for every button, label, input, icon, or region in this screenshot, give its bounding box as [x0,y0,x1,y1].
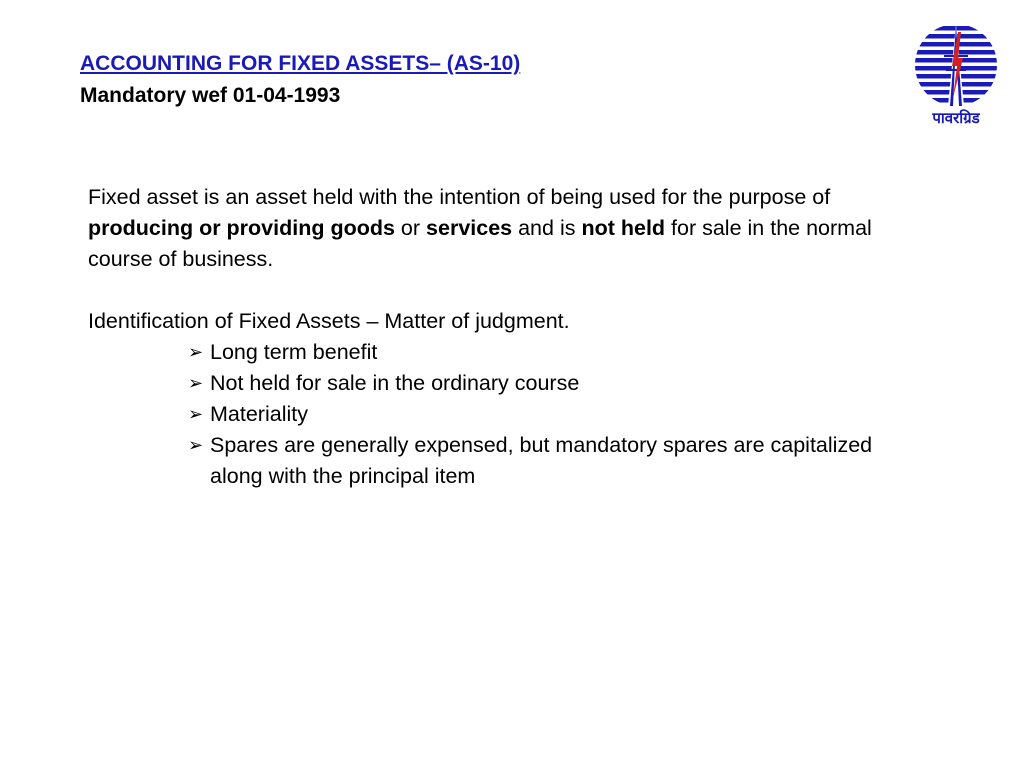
definition-bold-2: services [426,216,513,240]
list-item-text: Spares are generally expensed, but mandatory spares are capitalized along with the principal item [210,433,873,488]
list-item [188,399,908,430]
definition-bold-1: producing or providing goods [88,216,395,240]
criteria-list [188,337,908,492]
list-item-text: Not held for sale in the ordinary course [210,371,580,395]
identification-heading: Identification of Fixed Assets – Matter of judgment. [88,309,570,333]
list-item [188,368,908,399]
definition-text-3: and is [512,216,582,240]
arrow-bullet-icon: ➢ [188,435,204,455]
powergrid-logo-icon [908,22,1004,108]
list-item [188,430,908,492]
definition-text-2: or [394,216,427,240]
definition-paragraph [88,182,878,275]
arrow-bullet-icon: ➢ [188,404,204,424]
definition-text-4: for sale in the normal course of business. [88,216,872,271]
list-item-text: Materiality [210,402,308,426]
slide-subtitle: Mandatory wef 01-04-1993 [80,84,341,107]
company-logo [908,22,1004,134]
arrow-bullet-icon: ➢ [188,373,204,393]
slide-title: ACCOUNTING FOR FIXED ASSETS– (AS-10) [80,52,521,75]
list-item [188,337,908,368]
arrow-bullet-icon: ➢ [188,342,204,362]
list-item-text: Long term benefit [210,340,378,364]
definition-text-1: Fixed asset is an asset held with the intention of being used for the purpose of [88,185,831,209]
logo-text: पावरग्रिड [932,109,980,127]
definition-bold-3: not held [581,216,666,240]
